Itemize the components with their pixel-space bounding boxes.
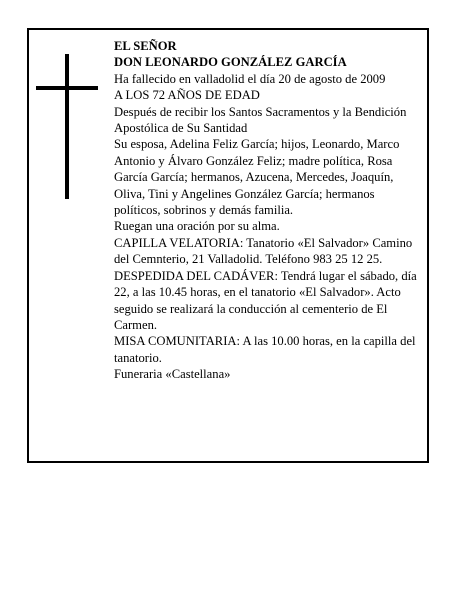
death-notice: Ha fallecido en valladolid el día 20 de agosto de 2009 — [114, 71, 386, 86]
farewell-info: DESPEDIDA DEL CADÁVER: Tendrá lugar el sábado, día 22, a las 10.45 horas, en el tanatorio «El Salvador». Acto seguido se realizará la conducción al cementerio de El Carmen. — [114, 268, 417, 332]
sacraments-line: Después de recibir los Santos Sacramentos y la Bendición Apostólica de Su Santidad — [114, 104, 407, 136]
prayer-request: Ruegan una oración por su alma. — [114, 219, 280, 234]
obituary-text — [114, 38, 420, 383]
chapel-info: CAPILLA VELATORIA: Tanatorio «El Salvador» Camino del Cemnterio, 21 Valladolid. Teléfono 983 25 12 25. — [114, 235, 413, 267]
cross-horizontal-bar — [36, 86, 98, 90]
family-list: Su esposa, Adelina Feliz García; hijos, Leonardo, Marco Antonio y Álvaro González Feliz; madre política, Rosa García García; hermanos, Azucena, Mercedes, Joaquín, Oliva, Tini y Angelines González García; hermanos políticos, sobrinos y demás familia. — [114, 137, 400, 218]
obituary-title: EL SEÑOR — [114, 39, 177, 53]
cross-icon — [36, 54, 98, 199]
cross-vertical-bar — [65, 54, 69, 199]
mass-info: MISA COMUNITARIA: A las 10.00 horas, en la capilla del tanatorio. — [114, 334, 416, 365]
funeral-home: Funeraria «Castellana» — [114, 367, 231, 382]
age-line: A LOS 72 AÑOS DE EDAD — [114, 88, 260, 103]
deceased-name: DON LEONARDO GONZÁLEZ GARCÍA — [114, 55, 347, 70]
